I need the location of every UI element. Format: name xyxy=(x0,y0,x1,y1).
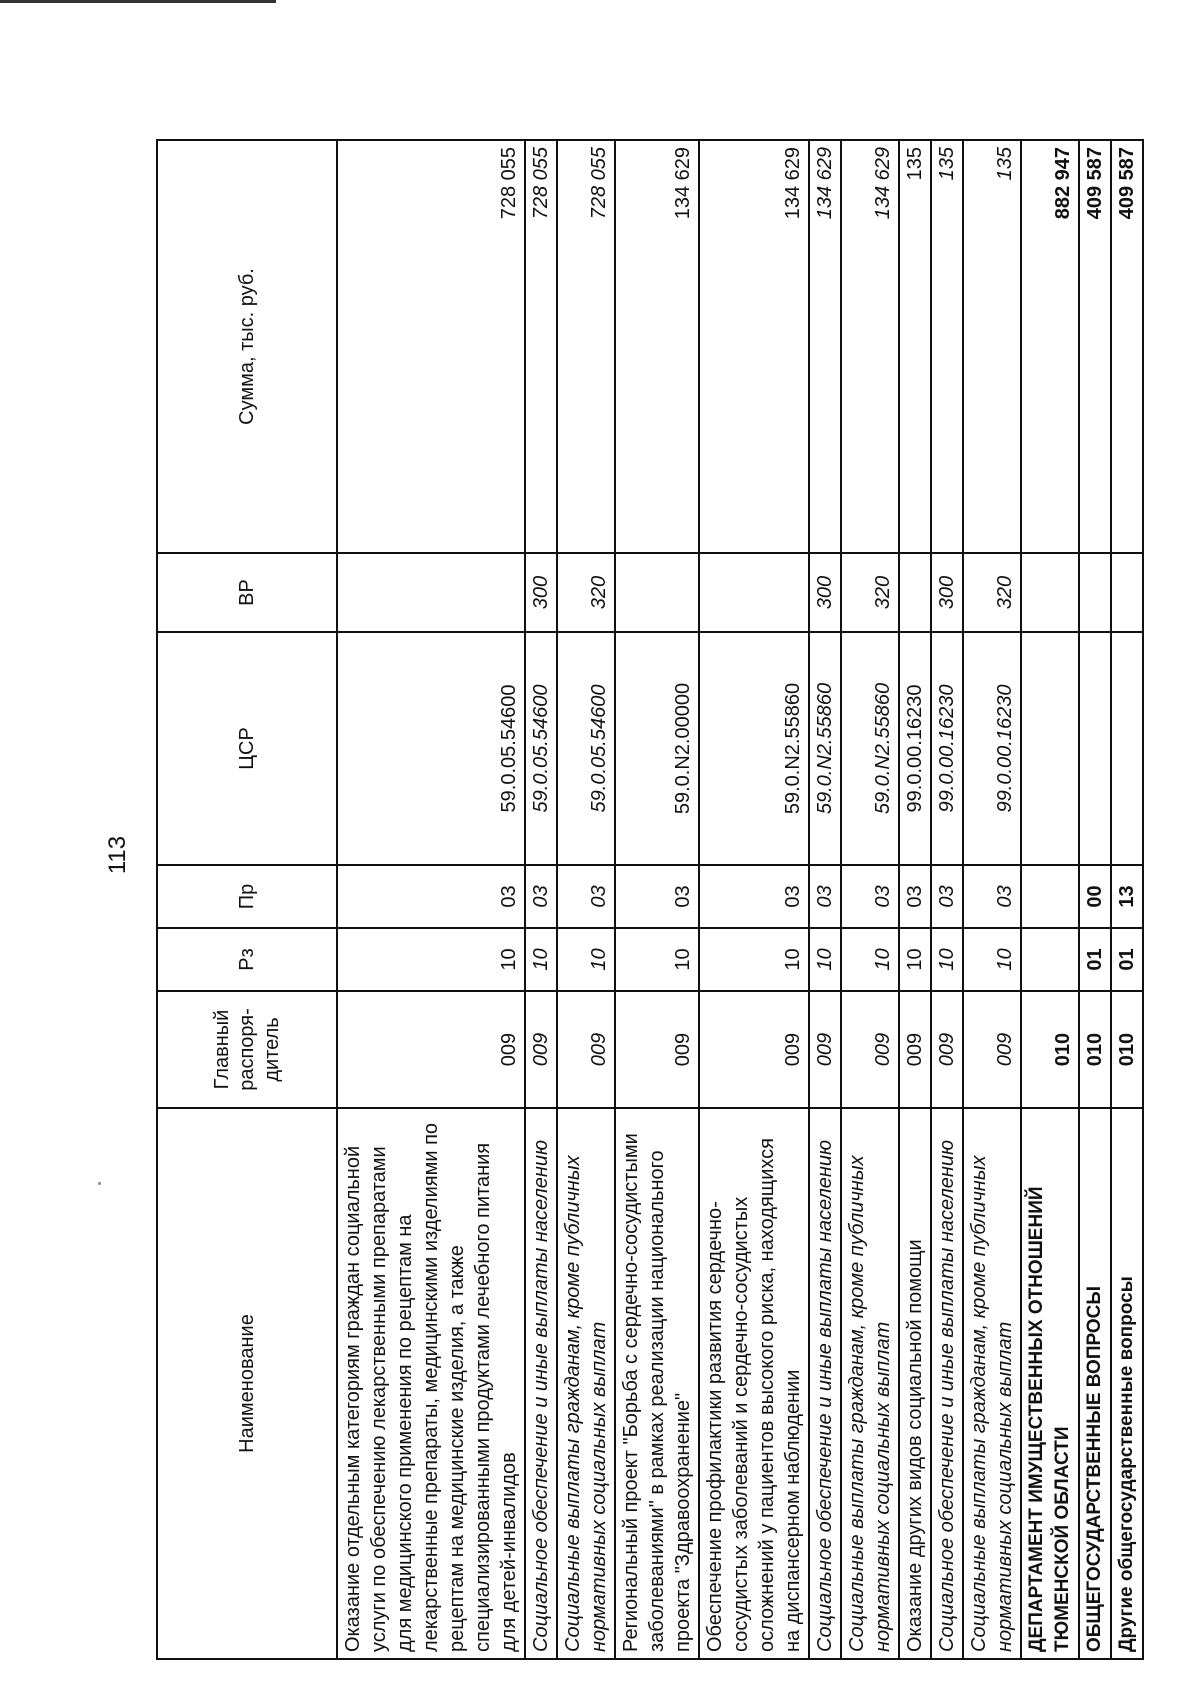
cell-csr: 59.0.05.54600 xyxy=(525,632,557,865)
cell-vr: 320 xyxy=(963,553,1021,632)
cell-pr xyxy=(1021,865,1079,928)
cell-name: Оказание отдельным категориям граждан социальной услуги по обеспечению лекарственными препаратами для медицинского применения по рецептам на лекарственные препараты, медицинскими изделиями по рецептам на медицинские изделия, а также специализированными продуктами лечебного питания для детей-инвалидов xyxy=(337,1108,525,1659)
table-row xyxy=(615,140,699,1659)
cell-name: Социальные выплаты гражданам, кроме публичных нормативных социальных выплат xyxy=(557,1108,615,1659)
cell-sum: 409 587 xyxy=(1111,140,1143,553)
cell-pr: 03 xyxy=(931,865,963,928)
cell-rz: 10 xyxy=(337,928,525,991)
cell-vr xyxy=(1079,553,1111,632)
cell-admin: 010 xyxy=(1111,991,1143,1108)
cell-vr: 320 xyxy=(557,553,615,632)
cell-rz: 10 xyxy=(931,928,963,991)
cell-admin: 009 xyxy=(931,991,963,1108)
table-row xyxy=(809,140,841,1659)
cell-vr xyxy=(1111,553,1143,632)
table-row xyxy=(899,140,931,1659)
cell-name: Другие общегосударственные вопросы xyxy=(1111,1108,1143,1659)
header-pr: Пр xyxy=(157,865,337,928)
header-sum: Сумма, тыс. руб. xyxy=(157,140,337,553)
cell-pr: 03 xyxy=(899,865,931,928)
cell-rz: 01 xyxy=(1111,928,1143,991)
cell-name: Социальное обеспечение и иные выплаты населению xyxy=(931,1108,963,1659)
header-rz: Рз xyxy=(157,928,337,991)
cell-admin: 009 xyxy=(809,991,841,1108)
table-row xyxy=(1079,140,1111,1659)
page-number: 113 xyxy=(104,835,131,875)
cell-csr: 59.0.N2.00000 xyxy=(615,632,699,865)
cell-name: Региональный проект "Борьба с сердечно-сосудистыми заболеваниями" в рамках реализации национального проекта "Здравоохранение" xyxy=(615,1108,699,1659)
cell-csr: 99.0.00.16230 xyxy=(963,632,1021,865)
cell-admin: 010 xyxy=(1021,991,1079,1108)
cell-csr: 99.0.00.16230 xyxy=(931,632,963,865)
cell-vr xyxy=(699,553,809,632)
scan-speck xyxy=(98,1182,101,1185)
table-row xyxy=(963,140,1021,1659)
cell-rz: 10 xyxy=(557,928,615,991)
table-row xyxy=(337,140,525,1659)
cell-pr: 03 xyxy=(557,865,615,928)
cell-name: Социальные выплаты гражданам, кроме публичных нормативных социальных выплат xyxy=(963,1108,1021,1659)
cell-name: ДЕПАРТАМЕНТ ИМУЩЕСТВЕННЫХ ОТНОШЕНИЙ ТЮМЕНСКОЙ ОБЛАСТИ xyxy=(1021,1108,1079,1659)
cell-name: Социальные выплаты гражданам, кроме публичных нормативных социальных выплат xyxy=(841,1108,899,1659)
cell-rz: 10 xyxy=(963,928,1021,991)
cell-sum: 728 055 xyxy=(337,140,525,553)
cell-vr xyxy=(337,553,525,632)
cell-admin: 009 xyxy=(841,991,899,1108)
cell-pr: 03 xyxy=(525,865,557,928)
table-row xyxy=(841,140,899,1659)
cell-sum: 409 587 xyxy=(1079,140,1111,553)
cell-admin: 009 xyxy=(899,991,931,1108)
cell-csr xyxy=(1111,632,1143,865)
cell-csr: 59.0.N2.55860 xyxy=(841,632,899,865)
cell-rz: 01 xyxy=(1079,928,1111,991)
cell-csr: 59.0.N2.55860 xyxy=(809,632,841,865)
table-row xyxy=(931,140,963,1659)
cell-vr: 300 xyxy=(931,553,963,632)
budget-table xyxy=(156,139,1144,1660)
cell-csr: 99.0.00.16230 xyxy=(899,632,931,865)
cell-csr: 59.0.05.54600 xyxy=(557,632,615,865)
cell-csr xyxy=(1021,632,1079,865)
cell-admin: 010 xyxy=(1079,991,1111,1108)
cell-pr: 03 xyxy=(809,865,841,928)
cell-sum: 135 xyxy=(963,140,1021,553)
cell-sum: 134 629 xyxy=(841,140,899,553)
cell-admin: 009 xyxy=(963,991,1021,1108)
rotated-table-wrapper xyxy=(156,141,1138,1660)
table-row xyxy=(699,140,809,1659)
cell-csr: 59.0.05.54600 xyxy=(337,632,525,865)
cell-pr: 03 xyxy=(615,865,699,928)
cell-pr: 03 xyxy=(841,865,899,928)
cell-sum: 134 629 xyxy=(615,140,699,553)
cell-pr: 03 xyxy=(963,865,1021,928)
cell-admin: 009 xyxy=(337,991,525,1108)
cell-vr xyxy=(1021,553,1079,632)
cell-rz: 10 xyxy=(615,928,699,991)
table-row xyxy=(557,140,615,1659)
cell-admin: 009 xyxy=(525,991,557,1108)
header-name: Наименование xyxy=(157,1108,337,1659)
cell-csr xyxy=(1079,632,1111,865)
table-row xyxy=(525,140,557,1659)
cell-name: Оказание других видов социальной помощи xyxy=(899,1108,931,1659)
cell-vr: 300 xyxy=(809,553,841,632)
header-vr: ВР xyxy=(157,553,337,632)
cell-rz: 10 xyxy=(809,928,841,991)
cell-vr xyxy=(615,553,699,632)
table-body xyxy=(337,140,1143,1659)
cell-rz: 10 xyxy=(699,928,809,991)
cell-admin: 009 xyxy=(557,991,615,1108)
table-row xyxy=(1111,140,1143,1659)
cell-pr: 00 xyxy=(1079,865,1111,928)
cell-sum: 728 055 xyxy=(557,140,615,553)
cell-pr: 03 xyxy=(699,865,809,928)
table-header-row xyxy=(157,140,337,1659)
cell-csr: 59.0.N2.55860 xyxy=(699,632,809,865)
cell-name: ОБЩЕГОСУДАРСТВЕННЫЕ ВОПРОСЫ xyxy=(1079,1108,1111,1659)
cell-sum: 135 xyxy=(931,140,963,553)
cell-admin: 009 xyxy=(699,991,809,1108)
cell-vr: 320 xyxy=(841,553,899,632)
cell-sum: 135 xyxy=(899,140,931,553)
cell-pr: 13 xyxy=(1111,865,1143,928)
header-csr: ЦСР xyxy=(157,632,337,865)
cell-admin: 009 xyxy=(615,991,699,1108)
top-edge-line xyxy=(0,0,276,3)
header-admin: Главный распоря-дитель xyxy=(157,991,337,1108)
cell-sum: 134 629 xyxy=(699,140,809,553)
cell-pr: 03 xyxy=(337,865,525,928)
cell-rz: 10 xyxy=(841,928,899,991)
cell-name: Социальное обеспечение и иные выплаты населению xyxy=(809,1108,841,1659)
cell-rz xyxy=(1021,928,1079,991)
cell-sum: 728 055 xyxy=(525,140,557,553)
table-row xyxy=(1021,140,1079,1659)
cell-rz: 10 xyxy=(525,928,557,991)
cell-name: Обеспечение профилактики развития сердечно-сосудистых заболеваний и сердечно-сосудистых осложнений у пациентов высокого риска, находящихся на диспансерном наблюдении xyxy=(699,1108,809,1659)
cell-rz: 10 xyxy=(899,928,931,991)
cell-vr: 300 xyxy=(525,553,557,632)
cell-vr xyxy=(899,553,931,632)
cell-sum: 134 629 xyxy=(809,140,841,553)
cell-name: Социальное обеспечение и иные выплаты населению xyxy=(525,1108,557,1659)
cell-sum: 882 947 xyxy=(1021,140,1079,553)
